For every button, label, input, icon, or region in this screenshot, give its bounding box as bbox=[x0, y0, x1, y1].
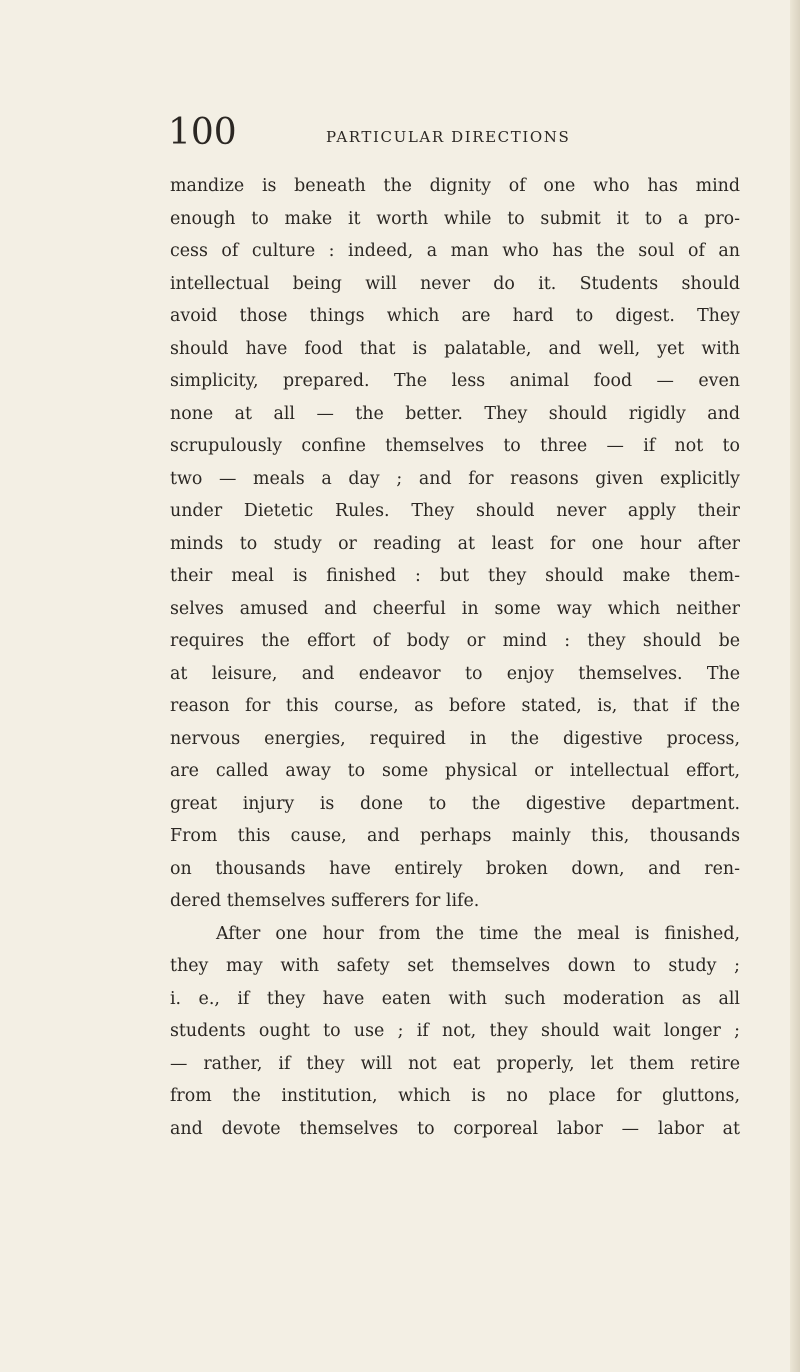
text-line: on thousands have entirely broken down, and ren- bbox=[170, 858, 740, 879]
text-line: intellectual being will never do it. Students should bbox=[170, 273, 740, 294]
text-line: great injury is done to the digestive department. bbox=[170, 793, 740, 814]
text-line: are called away to some physical or intellectual effort, bbox=[170, 761, 740, 781]
text-line: enough to make it worth while to submit it to a pro- bbox=[170, 208, 740, 229]
page-edge-shadow bbox=[790, 0, 800, 1372]
text-line: none at all — the better. They should rigidly and bbox=[170, 403, 740, 424]
text-line: mandize is beneath the dignity of one who has mind bbox=[170, 176, 740, 196]
text-line: dered themselves sufferers for life. bbox=[170, 891, 480, 911]
text-line: nervous energies, required in the digestive process, bbox=[170, 728, 740, 749]
text-line: should have food that is palatable, and well, yet with bbox=[170, 338, 740, 359]
text-line: their meal is finished : but they should make them- bbox=[170, 566, 740, 586]
text-line: they may with safety set themselves down to study ; bbox=[170, 956, 740, 976]
text-line: at leisure, and endeavor to enjoy themselves. The bbox=[170, 663, 740, 684]
running-head: PARTICULAR DIRECTIONS bbox=[326, 128, 571, 146]
paragraph-2 bbox=[170, 918, 740, 1146]
text-line: avoid those things which are hard to digest. They bbox=[170, 306, 740, 326]
text-line: From this cause, and perhaps mainly this, thousands bbox=[170, 826, 740, 846]
text-line: After one hour from the time the meal is finished, bbox=[216, 923, 740, 944]
page-header bbox=[168, 113, 798, 173]
text-line: minds to study or reading at least for one hour after bbox=[170, 533, 740, 554]
text-line: i. e., if they have eaten with such moderation as all bbox=[170, 988, 740, 1009]
text-line: scrupulously confine themselves to three — if not to bbox=[170, 436, 740, 456]
text-line: students ought to use ; if not, they should wait longer ; bbox=[170, 1021, 740, 1041]
text-line: two — meals a day ; and for reasons given explicitly bbox=[170, 468, 740, 489]
body-text bbox=[170, 170, 740, 1145]
text-line: and devote themselves to corporeal labor — labor at bbox=[170, 1118, 740, 1139]
text-line: under Dietetic Rules. They should never apply their bbox=[170, 501, 740, 521]
text-line: from the institution, which is no place for gluttons, bbox=[170, 1086, 740, 1106]
text-line: selves amused and cheerful in some way which neither bbox=[170, 598, 740, 619]
text-line: simplicity, prepared. The less animal food — even bbox=[170, 371, 740, 391]
paragraph-1 bbox=[170, 170, 740, 918]
page-number: 100 bbox=[168, 112, 237, 153]
text-line: reason for this course, as before stated, is, that if the bbox=[170, 696, 740, 716]
text-line: requires the effort of body or mind : they should be bbox=[170, 631, 740, 651]
text-line: — rather, if they will not eat properly, let them retire bbox=[170, 1053, 740, 1074]
text-line: cess of culture : indeed, a man who has the soul of an bbox=[170, 241, 740, 261]
